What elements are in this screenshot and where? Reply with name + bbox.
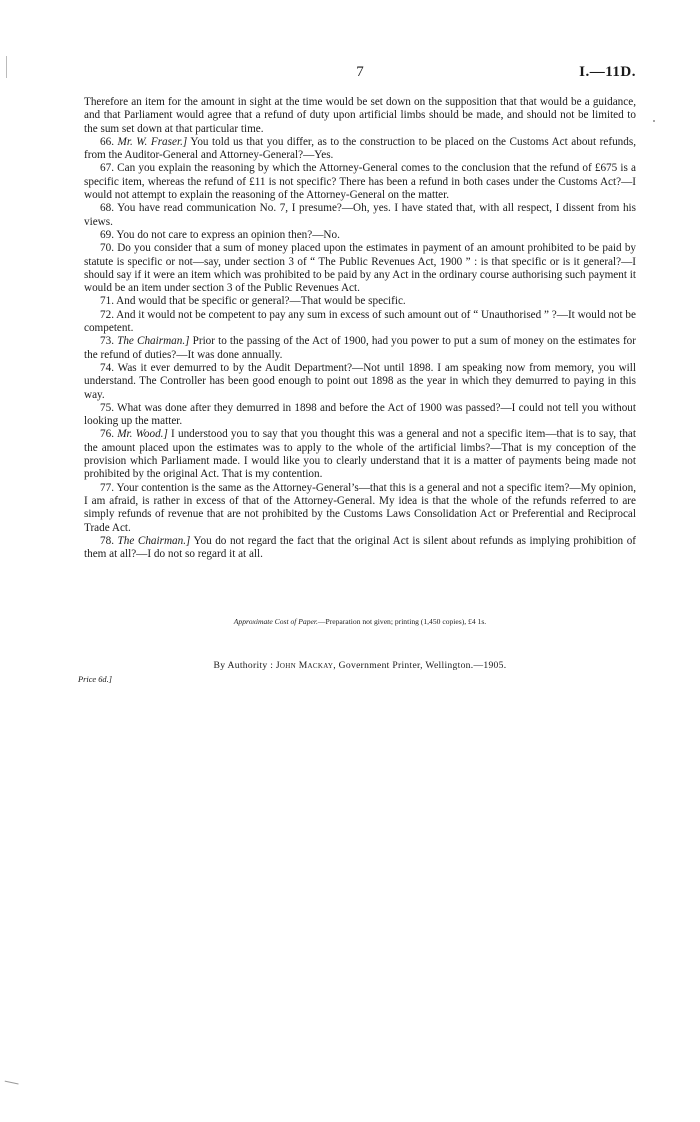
paragraph-text: Prior to the passing of the Act of 1900, had you power to put a sum of money on the estimates for the refund of duties?—It was done annually. xyxy=(84,335,637,361)
printer-imprint xyxy=(84,660,636,671)
cost-note-lead: Approximate Cost of Paper. xyxy=(233,617,318,626)
question-number: 68. xyxy=(100,202,114,215)
speaker-name: Mr. W. Fraser.] xyxy=(117,135,188,148)
paragraph-text: You have read communication No. 7, I presume?—Oh, yes. I have stated that, with all respect, I dissent from his views. xyxy=(84,202,636,228)
paragraph-text: You told us that you differ, as to the construction to be placed on the Customs Act about refunds, from the Auditor-General and Attorney-General?—Yes. xyxy=(84,135,636,162)
testimony-paragraph xyxy=(84,535,636,562)
page-number: 7 xyxy=(356,64,364,80)
paragraph-text: What was done after they demurred in 1898 and before the Act of 1900 was passed?—I could not tell you without looking up the matter. xyxy=(84,401,636,428)
question-number: 67. xyxy=(100,162,114,175)
paragraph-text: You do not regard the fact that the original Act is silent about refunds as implying prohibition of them at all?—I do not so regard it at all. xyxy=(84,534,637,561)
scan-speck xyxy=(653,120,655,122)
paragraph-text: You do not care to express an opinion then?—No. xyxy=(116,228,340,241)
imprint-authority: By Authority : xyxy=(213,660,274,671)
document-code: I.—11D. xyxy=(579,64,636,80)
testimony-paragraph xyxy=(84,242,636,295)
page-header xyxy=(84,64,636,84)
question-number: 69. xyxy=(100,228,114,241)
question-number: 72. xyxy=(100,308,114,321)
testimony-paragraph xyxy=(84,295,636,308)
question-number: 75. xyxy=(100,401,114,414)
testimony-paragraph xyxy=(84,229,636,242)
speaker-name: Mr. Wood.] xyxy=(117,428,168,441)
question-number: 76. xyxy=(100,428,114,441)
question-number: 77. xyxy=(100,481,114,494)
testimony-paragraph xyxy=(84,335,636,362)
paragraph-text: Do you consider that a sum of money placed upon the estimates in payment of an amount prohibited to be paid by statute is specific or not—say, under section 3 of “ The Public Revenues Act, 1900 ” : is that specific or is it general?—I should say if it were an item which was prohibited to be paid by any Act in the ordinary course authorising such payment it would be an item under section 3 of the Public Revenues Act. xyxy=(84,242,637,295)
paragraph-text: And would that be specific or general?—That would be specific. xyxy=(116,295,406,308)
paragraph-text: Therefore an item for the amount in sight at the time would be set down on the supposition that that would be a guidance, and that Parliament would agree that a refund of duty upon artificial limbs should be made, and should not be limited to the sum set down at that particular time. xyxy=(84,96,636,135)
scan-edge-mark xyxy=(6,56,7,78)
cost-note-detail: —Preparation not given; printing (1,450 copies), £4 1s. xyxy=(317,617,487,626)
paragraph-text: I understood you to say that you thought this was a general and not a specific item—that is to say, that the amount placed upon the estimates was to apply to the whole of the artificial limbs?—That is my conception of the provision which Parliament made. I would like you to clearly understand that it is a matter of payments being made not prohibited by the original Act. That is my contention. xyxy=(84,428,637,481)
paragraph-text: And it would not be competent to pay any sum in excess of such amount out of “ Unauthorised ” ?—It would not be competent. xyxy=(84,308,636,335)
question-number: 71. xyxy=(100,295,114,308)
paragraph-text: Can you explain the reasoning by which the Attorney-General comes to the conclusion that the refund of £675 is a specific item, whereas the refund of £11 is not specific? There has been a refund in both cases under the Customs Act?—I would not attempt to explain the reasoning of the Attorney-General on the matter. xyxy=(84,162,637,202)
paragraph-text: Your contention is the same as the Attorney-General’s—that this is a general and not a specific item?—My opinion, I am afraid, is rather in excess of that of the Attorney-General. My idea is that the whole of the refunds referred to are simply refunds of revenue that are not prohibited by the Customs Laws Consolidation Act or Preferential and Reciprocal Trade Act. xyxy=(84,481,636,534)
price-label: Price 6d.] xyxy=(78,675,112,684)
testimony-body xyxy=(84,96,636,561)
imprint-detail: Government Printer, Wellington.—1905. xyxy=(338,660,507,671)
testimony-paragraph xyxy=(84,136,636,163)
question-number: 74. xyxy=(100,361,114,374)
speaker-name: The Chairman.] xyxy=(117,335,190,348)
testimony-paragraph xyxy=(84,362,636,402)
question-number: 66. xyxy=(100,135,114,148)
testimony-paragraph xyxy=(84,202,636,229)
testimony-paragraph xyxy=(84,482,636,535)
imprint-printer-name: John Mackay, xyxy=(275,660,336,671)
question-number: 70. xyxy=(100,242,114,255)
testimony-paragraph xyxy=(84,162,636,202)
scan-edge-mark xyxy=(3,1081,18,1091)
testimony-paragraph xyxy=(84,402,636,429)
question-number: 78. xyxy=(100,534,114,547)
question-number: 73. xyxy=(100,335,114,348)
testimony-paragraph xyxy=(84,96,636,136)
testimony-paragraph xyxy=(84,309,636,336)
speaker-name: The Chairman.] xyxy=(117,534,191,547)
paragraph-text: Was it ever demurred to by the Audit Department?—Not until 1898. I am speaking now from memory, you will understand. The Controller has been good enough to point out 1898 as the year in which they demurred to paying in this way. xyxy=(84,361,636,401)
cost-of-paper-note xyxy=(84,617,636,626)
testimony-paragraph xyxy=(84,428,636,481)
